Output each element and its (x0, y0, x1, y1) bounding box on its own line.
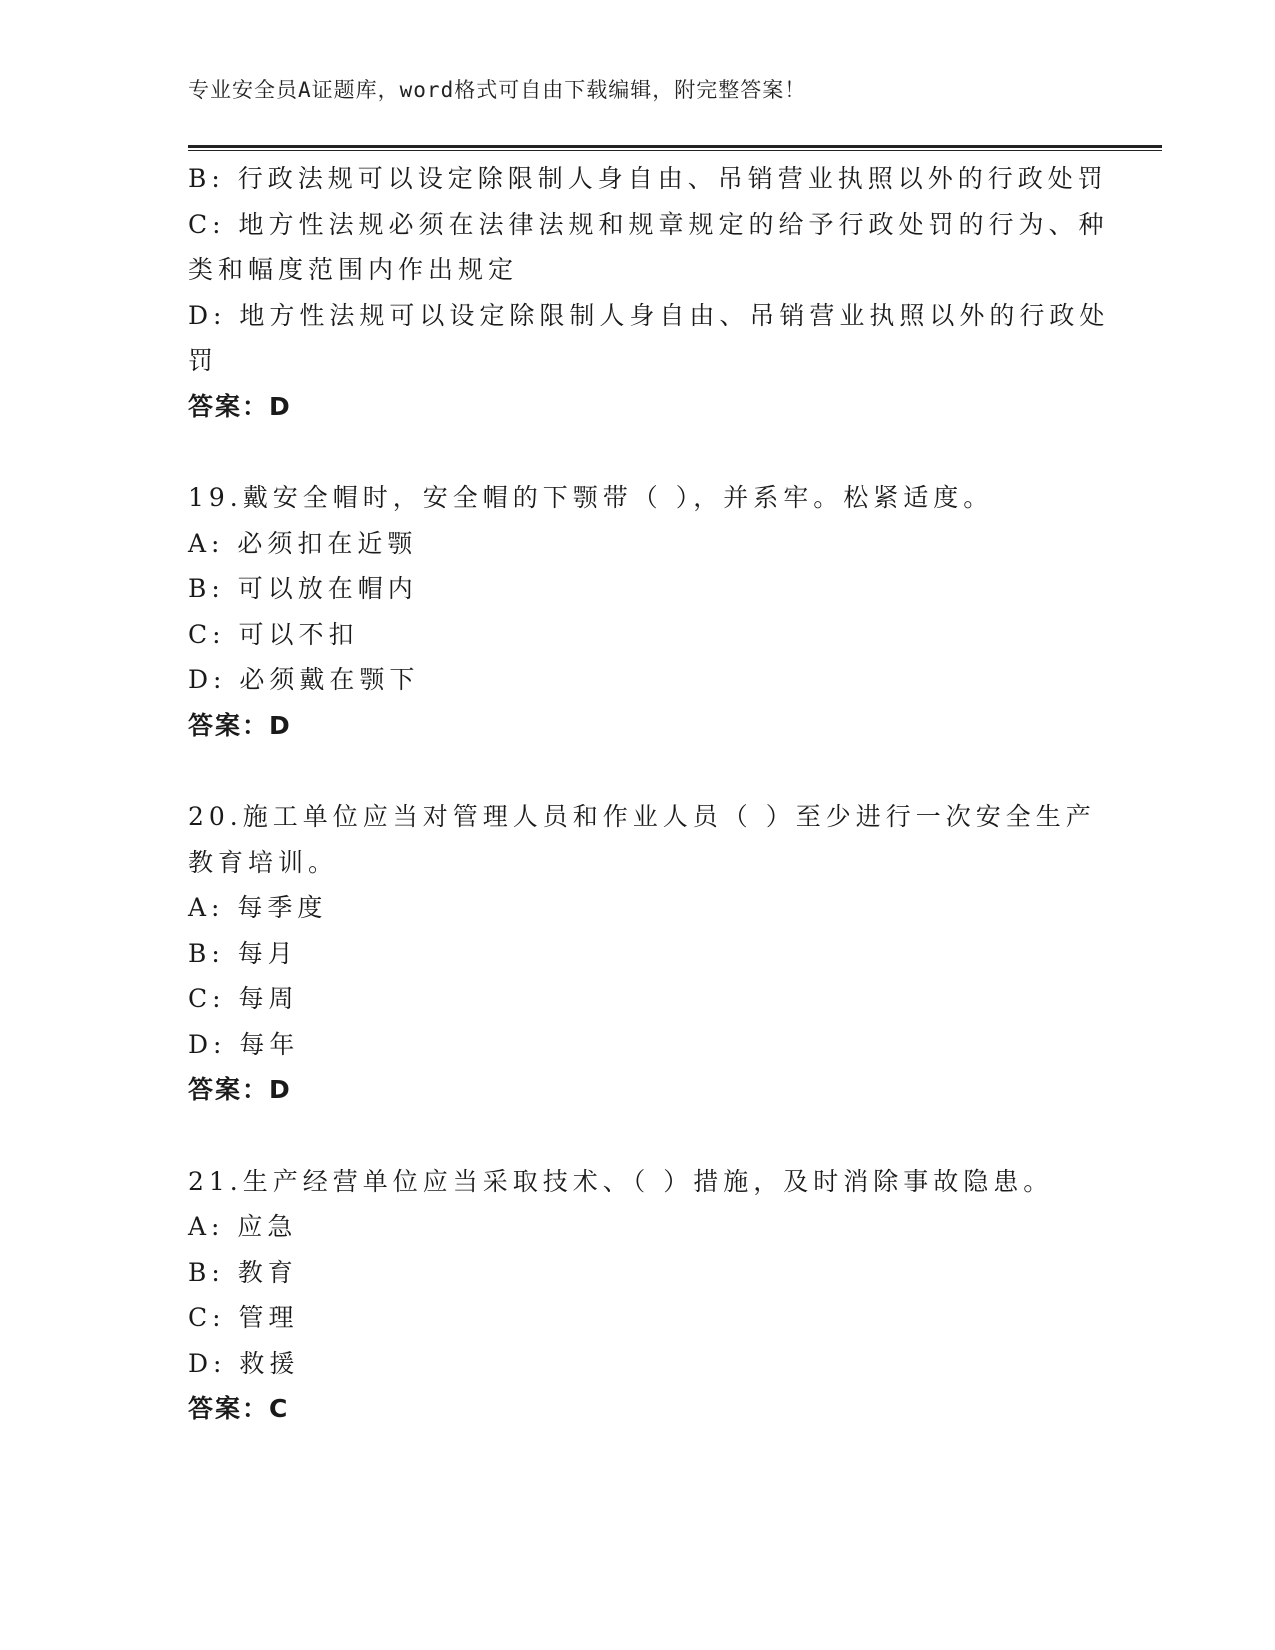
question-19 (188, 475, 1088, 748)
answer: 答案：C (188, 1394, 290, 1423)
option-d: D: 地方性法规可以设定除限制人身自由、吊销营业执照以外的行政处 (188, 300, 1110, 330)
option-c-continued: 类和幅度范围内作出规定 (188, 255, 519, 284)
option-a: A: 必须扣在近颚 (188, 528, 418, 558)
option-b: B: 教育 (188, 1257, 298, 1287)
answer: 答案：D (188, 391, 292, 421)
question-text: 19.戴安全帽时，安全帽的下颚带（ ），并系牢。松紧适度。 (188, 483, 994, 512)
option-c: C: 可以不扣 (188, 619, 359, 649)
question-text: 21.生产经营单位应当采取技术、（ ）措施，及时消除事故隐患。 (188, 1166, 1054, 1196)
option-a: A: 应急 (188, 1212, 298, 1241)
option-d: D: 救援 (188, 1348, 300, 1378)
option-c: C: 管理 (188, 1303, 299, 1332)
question-text-continued: 教育培训。 (188, 847, 339, 877)
option-b: B: 每月 (188, 938, 298, 968)
answer: 答案：D (188, 710, 292, 740)
option-d-continued: 罚 (188, 346, 219, 375)
header-rule-thick (188, 145, 1162, 148)
question-content (188, 156, 1110, 1432)
question-20 (188, 794, 1096, 1113)
option-c: C: 地方性法规必须在法律法规和规章规定的给予行政处罚的行为、种 (188, 209, 1109, 239)
answer: 答案：D (188, 1075, 292, 1104)
question-text: 20.施工单位应当对管理人员和作业人员（ ）至少进行一次安全生产 (188, 802, 1096, 831)
option-d: D: 必须戴在颚下 (188, 665, 420, 694)
header-rule-thin (188, 150, 1162, 151)
option-b: B: 可以放在帽内 (188, 574, 418, 603)
page-header: 专业安全员A证题库，word格式可自由下载编辑，附完整答案！ (188, 78, 807, 102)
option-b: B: 行政法规可以设定除限制人身自由、吊销营业执照以外的行政处罚 (188, 164, 1108, 193)
question-18-tail (188, 156, 1110, 429)
option-c: C: 每周 (188, 984, 299, 1013)
option-d: D: 每年 (188, 1029, 300, 1059)
question-21 (188, 1159, 1088, 1432)
option-a: A: 每季度 (188, 893, 328, 922)
